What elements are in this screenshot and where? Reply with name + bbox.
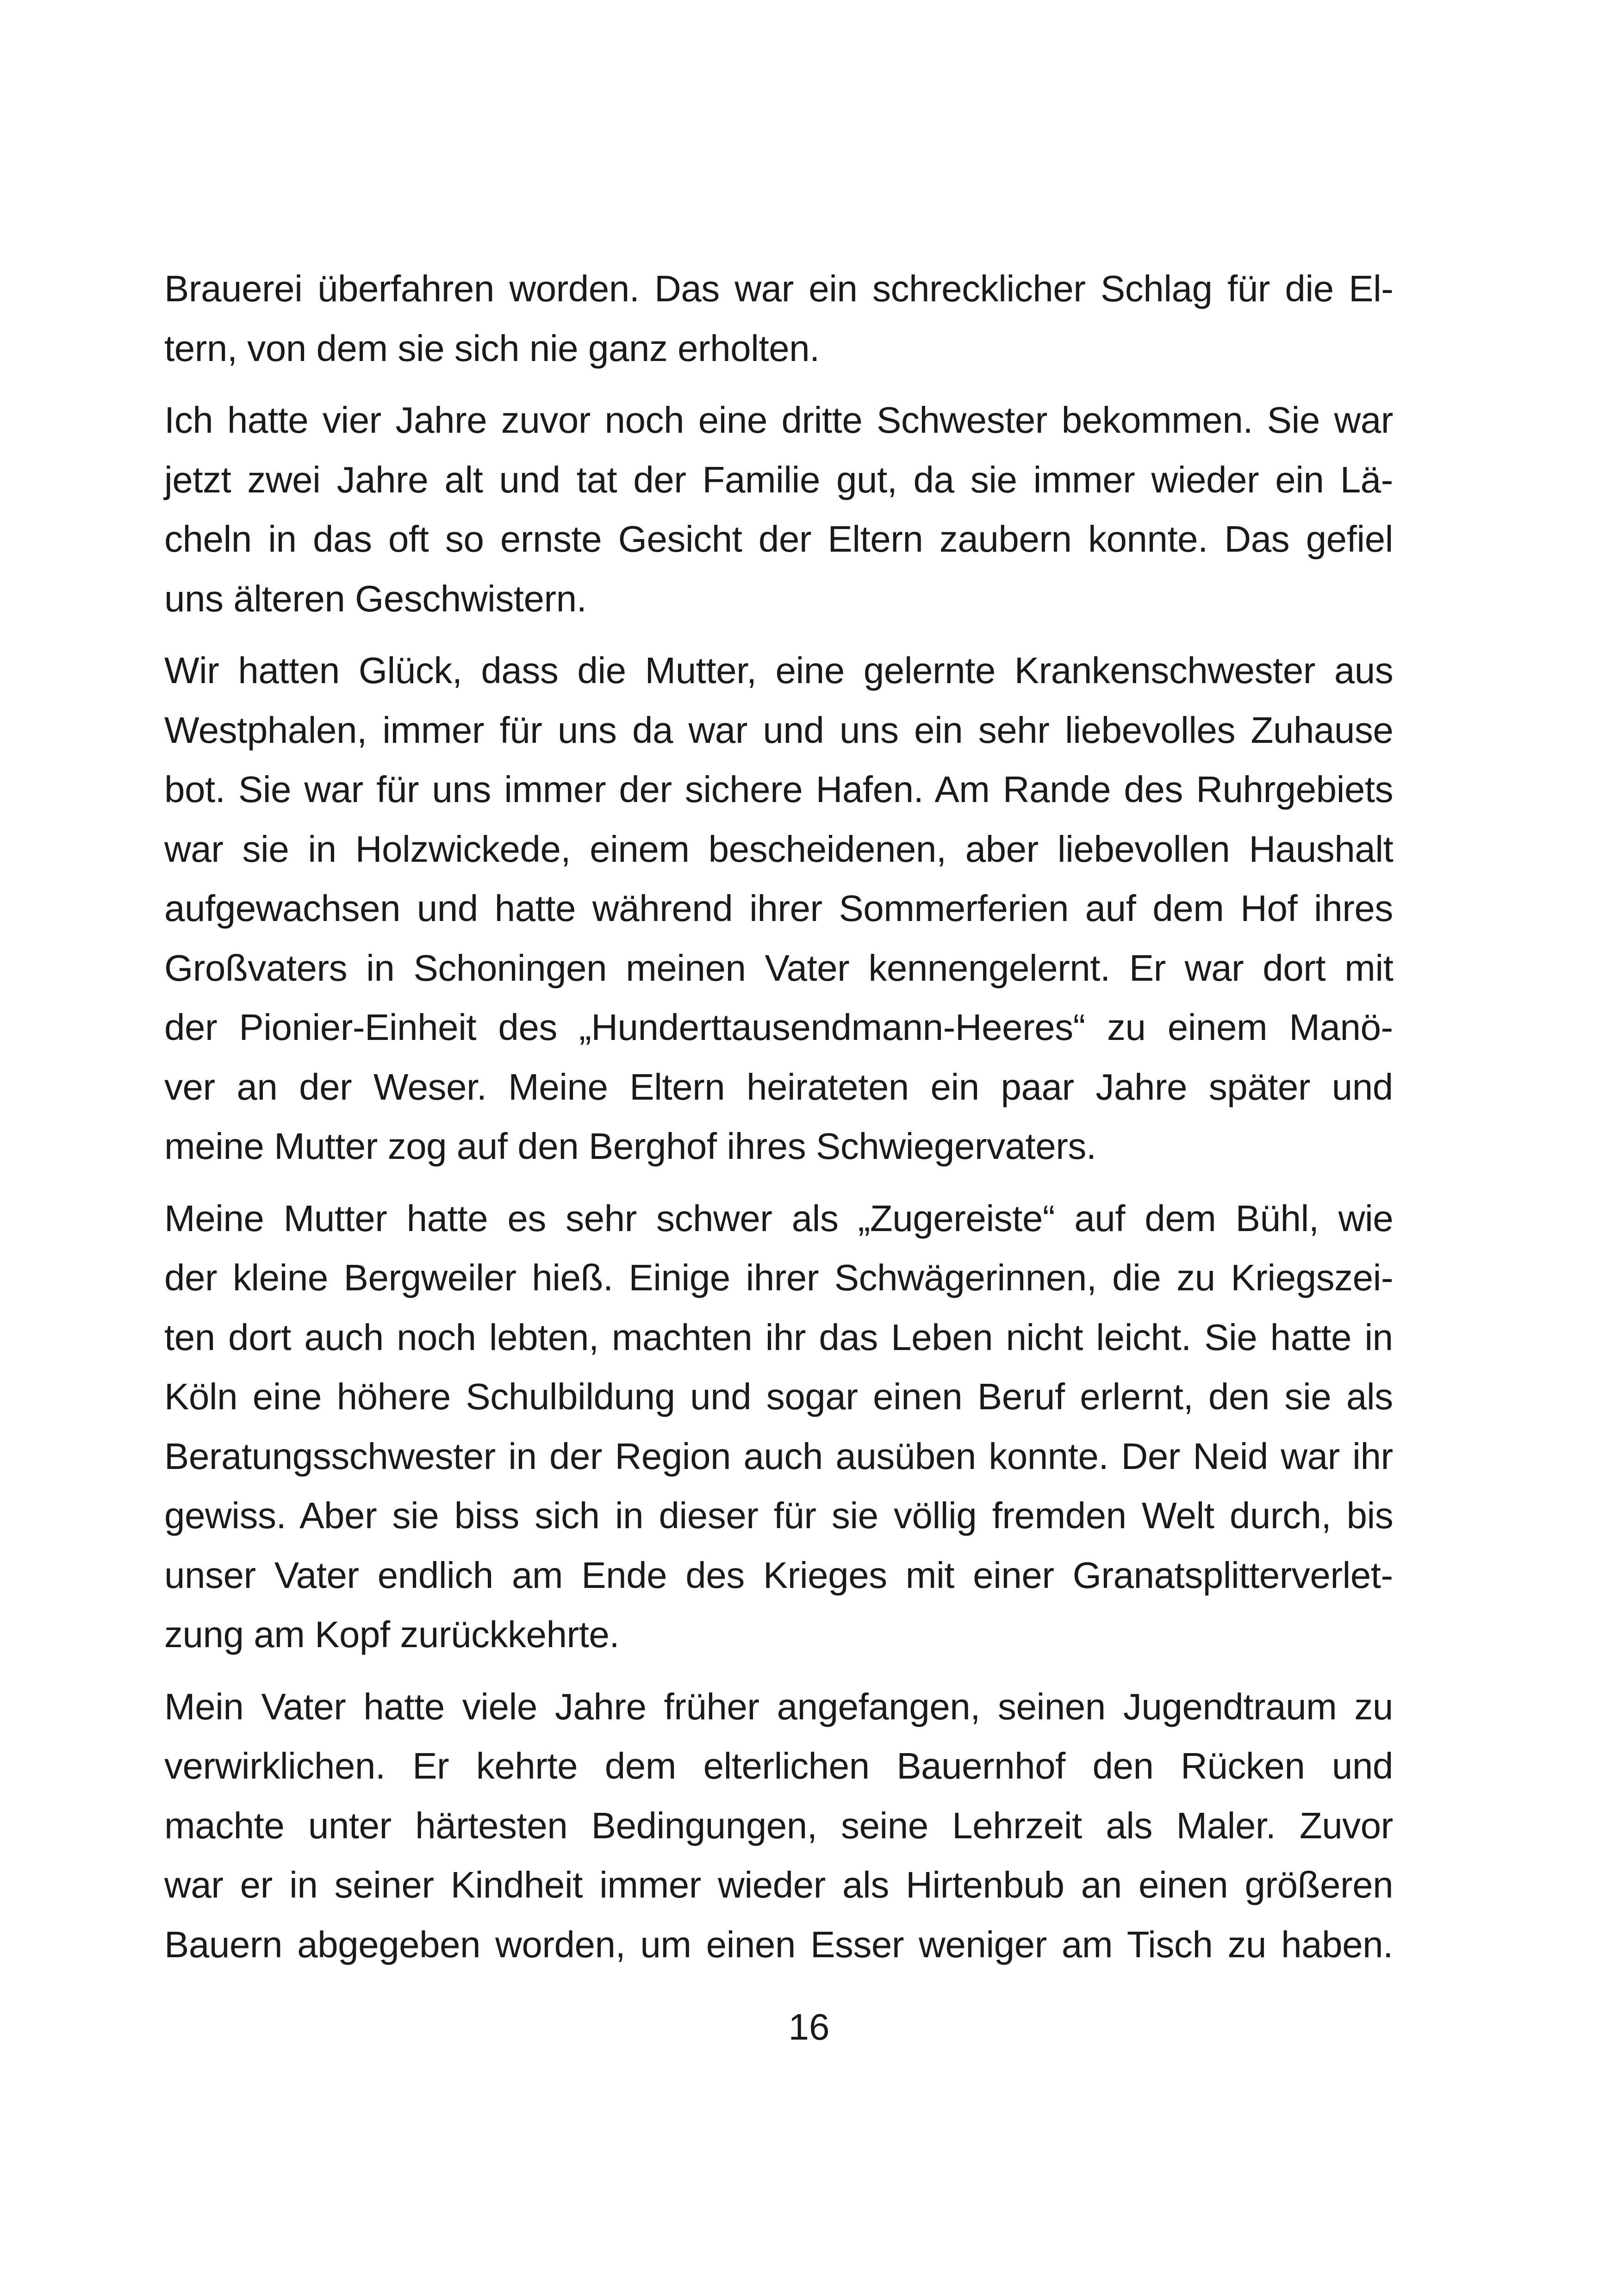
text-line: meine Mutter zog auf den Berghof ihres Schwiegervaters. xyxy=(164,1126,1096,1167)
text-line: Großvaters in Schoningen meinen Vater kennengelernt. Er war dort mit xyxy=(164,947,1394,989)
text-line: Köln eine höhere Schulbildung und sogar einen Beruf erlernt, den sie als xyxy=(164,1376,1393,1417)
text-line: Brauerei überfahren worden. Das war ein schrecklicher Schlag für die El- xyxy=(164,268,1394,309)
text-line: bot. Sie war für uns immer der sichere Hafen. Am Rande des Ruhrgebiets xyxy=(164,769,1394,810)
text-line: Westphalen, immer für uns da war und uns ein sehr liebevolles Zuhause xyxy=(164,709,1394,751)
text-line: Meine Mutter hatte es sehr schwer als „Zugereiste“ auf dem Bühl, wie xyxy=(164,1197,1394,1239)
text-line: Wir hatten Glück, dass die Mutter, eine gelernte Krankenschwester aus xyxy=(164,650,1394,691)
text-line: unser Vater endlich am Ende des Krieges mit einer Granatsplitterverlet- xyxy=(164,1554,1393,1596)
text-line: cheln in das oft so ernste Gesicht der Eltern zaubern konnte. Das gefiel xyxy=(164,518,1393,560)
text-line: gewiss. Aber sie biss sich in dieser für sie völlig fremden Welt durch, bis xyxy=(164,1495,1394,1536)
text-line: aufgewachsen und hatte während ihrer Sommerferien auf dem Hof ihres xyxy=(164,888,1393,929)
paragraph-gap xyxy=(164,1176,1393,1189)
text-line: ten dort auch noch lebten, machten ihr das Leben nicht leicht. Sie hatte in xyxy=(164,1316,1393,1358)
text-line: machte unter härtesten Bedingungen, seine Lehrzeit als Maler. Zuvor xyxy=(164,1804,1393,1846)
paragraph-gap xyxy=(164,378,1393,391)
text-line: Beratungsschwester in der Region auch ausüben konnte. Der Neid war ihr xyxy=(164,1435,1393,1477)
paragraph-gap xyxy=(164,628,1393,641)
text-line: Ich hatte vier Jahre zuvor noch eine dritte Schwester bekommen. Sie war xyxy=(164,399,1393,441)
text-line: war er in seiner Kindheit immer wieder als Hirtenbub an einen größeren xyxy=(164,1864,1394,1905)
paragraph-gap xyxy=(164,1665,1393,1677)
page-number: 16 xyxy=(788,2006,830,2047)
text-line: zung am Kopf zurückkehrte. xyxy=(164,1614,620,1655)
text-line: der kleine Bergweiler hieß. Einige ihrer Schwägerinnen, die zu Kriegszei- xyxy=(164,1257,1394,1298)
text-line: Bauern abgegeben worden, um einen Esser weniger am Tisch zu haben. xyxy=(164,1923,1393,1965)
text-line: tern, von dem sie sich nie ganz erholten. xyxy=(164,327,820,369)
text-line: ver an der Weser. Meine Eltern heirateten ein paar Jahre später und xyxy=(164,1066,1393,1108)
text-line: Mein Vater hatte viele Jahre früher angefangen, seinen Jugendtraum zu xyxy=(164,1686,1393,1727)
text-line: war sie in Holzwickede, einem bescheidenen, aber liebevollen Haushalt xyxy=(164,828,1394,870)
text-line: der Pionier-Einheit des „Hunderttausendmann-Heeres“ zu einem Manö- xyxy=(164,1007,1393,1048)
text-line: jetzt zwei Jahre alt und tat der Familie gut, da sie immer wieder ein Lä- xyxy=(164,459,1393,500)
body-text xyxy=(164,259,1393,1974)
text-line: uns älteren Geschwistern. xyxy=(164,578,587,619)
text-line: verwirklichen. Er kehrte dem elterlichen Bauernhof den Rücken und xyxy=(164,1745,1393,1786)
